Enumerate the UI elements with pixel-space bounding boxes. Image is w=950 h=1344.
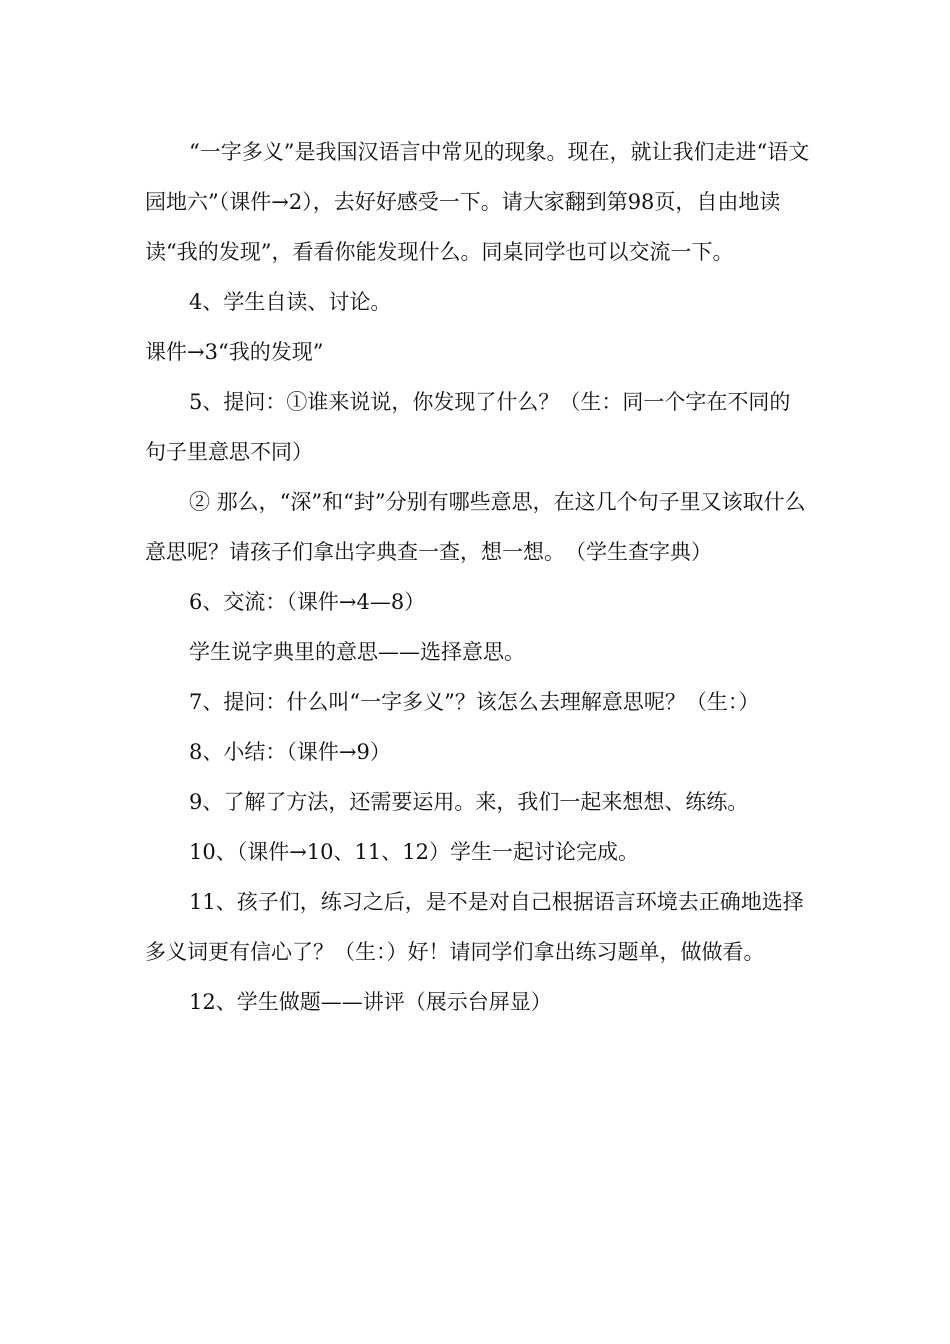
paragraph-step-12: 12、学生做题——讲评（展示台屏显） — [189, 990, 552, 1014]
paragraph-step-5-part-2: ② 那么，“深”和“封”分别有哪些意思，在这几个句子里又该取什么意思呢？请孩子们拿出字典查一查，想一想。 （学生查字典） — [145, 490, 806, 564]
paragraph-step-4: 4、学生自读、讨论。 — [189, 290, 392, 314]
paragraph-courseware-3: 课件→3“我的发现” — [145, 340, 324, 364]
paragraph-step-6: 6、交流：（课件→4—8） — [189, 590, 426, 614]
paragraph-step-8: 8、小结：（课件→9） — [189, 740, 391, 764]
paragraph-step-7: 7、提问：什么叫“一字多义”？该怎么去理解意思呢？（生：） — [189, 690, 760, 714]
paragraph-step-11: 11、孩子们，练习之后，是不是对自己根据语言环境去正确地选择多义词更有信心了？（生：）好！请同学们拿出练习题单，做做看。 — [145, 890, 804, 964]
document-body — [145, 127, 810, 1027]
paragraph-step-9: 9、了解了方法，还需要运用。来，我们一起来想想、练练。 — [189, 790, 749, 814]
paragraph-intro: “一字多义”是我国汉语言中常见的现象。现在，就让我们走进“语文园地六”（课件→2），去好好感受一下。请大家翻到第98页，自由地读读“我的发现”，看看你能发现什么。同桌同学也可以交流一下。 — [145, 140, 810, 264]
paragraph-step-10: 10、（课件→10、11、12）学生一起讨论完成。 — [189, 840, 639, 864]
paragraph-step-5: 5、提问：①谁来说说，你发现了什么？（生：同一个字在不同的句子里意思不同） — [145, 390, 791, 464]
paragraph-step-6-detail: 学生说字典里的意思——选择意思。 — [189, 640, 525, 664]
